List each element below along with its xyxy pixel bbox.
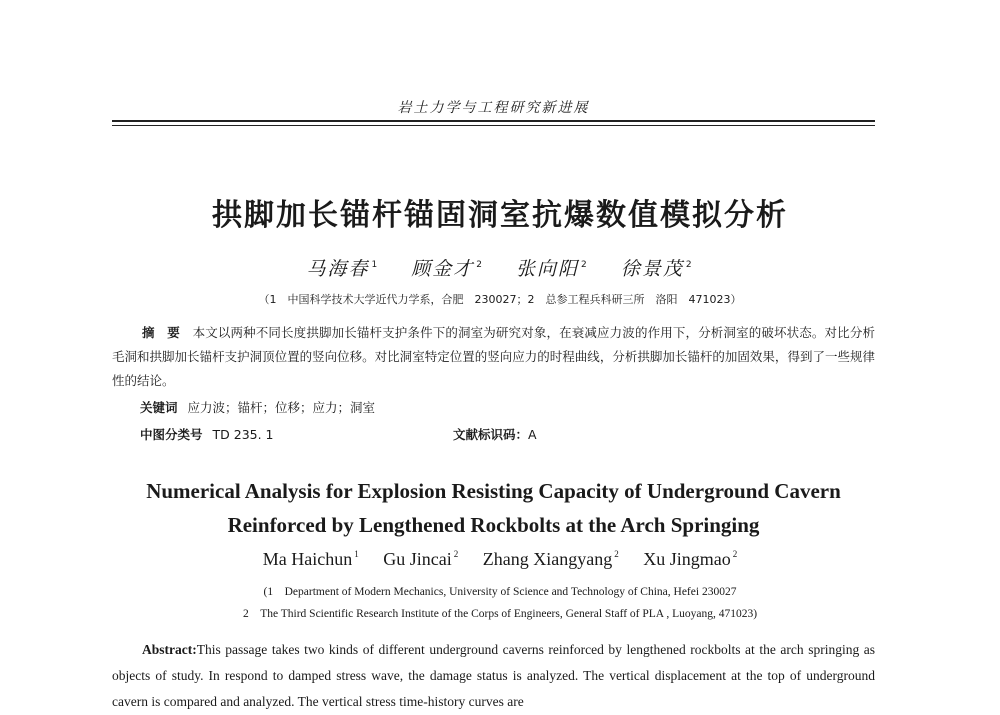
cn-affiliation: （1 中国科学技术大学近代力学系，合肥 230027；2 总参工程兵科研三所 洛阳 471023） (258, 293, 742, 306)
cn-doc-code (453, 425, 537, 443)
cn-author (306, 258, 379, 280)
cn-abstract-label: 摘 要 (142, 325, 180, 340)
cn-keywords-label: 关键词 (140, 400, 178, 415)
cn-keywords (140, 398, 375, 416)
header-rule-thin (112, 125, 875, 126)
en-author-name: Gu Jincai (383, 549, 452, 569)
cn-class-value: TD 235. 1 (212, 427, 274, 442)
en-author (483, 549, 619, 569)
en-author-sup: 2 (732, 549, 738, 559)
en-abstract-label: Abstract: (142, 642, 197, 657)
en-author-name: Zhang Xiangyang (482, 549, 613, 569)
cn-abstract (112, 321, 875, 393)
doc-code-value: A (528, 427, 537, 442)
en-author-name: Xu Jingmao (643, 549, 731, 569)
cn-author-sup: 1 (371, 260, 380, 270)
cn-author-sup: 2 (685, 260, 694, 270)
running-header: 岩土力学与工程研究新进展 (397, 100, 590, 116)
en-author-sup: 2 (453, 549, 459, 559)
cn-author-sup: 2 (476, 260, 484, 270)
cn-author (621, 258, 694, 280)
cn-class-label: 中图分类号 (140, 427, 203, 442)
header-rule-thick (112, 120, 875, 122)
cn-author-name: 徐景茂 (620, 258, 684, 280)
cn-abstract-text: 本文以两种不同长度拱脚加长锚杆支护条件下的洞室为研究对象，在衰减应力波的作用下，分析洞室的破坏状态。对比分析毛洞和拱脚加长锚杆支护洞顶位置的竖向位移。对比洞室特定位置的竖向应力的时程曲线，分析拱脚加长锚杆的加固效果，得到了一些规律性的结论。 (112, 325, 875, 388)
cn-title: 拱脚加长锚杆锚固洞室抗爆数值模拟分析 (212, 198, 788, 233)
cn-authors (0, 254, 1000, 281)
en-affiliation-1: (1 Department of Modern Mechanics, University of Science and Technology of China, Hefei 230027 (263, 586, 737, 598)
cn-author (516, 258, 589, 280)
doc-code-label: 文献标识码： (453, 427, 529, 442)
en-author (263, 549, 359, 569)
cn-author-name: 顾金才 (411, 258, 475, 280)
en-abstract (112, 637, 875, 715)
cn-author-sup: 2 (581, 260, 589, 270)
en-authors (0, 549, 1000, 570)
en-author-sup: 1 (354, 549, 359, 559)
cn-author-name: 马海春 (306, 258, 370, 280)
en-author (643, 549, 737, 569)
cn-classification (140, 425, 274, 443)
cn-author (411, 258, 484, 280)
en-abstract-text: This passage takes two kinds of different underground caverns reinforced by lengthened rockbolts at the arch springing as objects of study. In respond to damped stress wave, the damage status is analyzed. The vertical displacement at the top of underground cavern is compared and analyzed. The vertical stress time-history curves are (112, 642, 875, 709)
cn-author-name: 张向阳 (516, 258, 580, 280)
cn-keywords-value: 应力波；锚杆；位移；应力；洞室 (187, 400, 376, 415)
en-affiliation-2: 2 The Third Scientific Research Institute of the Corps of Engineers, General Staff of PLA , Luoyang, 471023) (242, 608, 758, 620)
en-author-name: Ma Haichun (262, 549, 353, 569)
en-author-sup: 2 (614, 549, 619, 559)
en-author (383, 549, 458, 569)
en-title: Numerical Analysis for Explosion Resisting Capacity of Underground Cavern Reinforced by Lengthened Rockbolts at the Arch Springing (146, 479, 841, 537)
